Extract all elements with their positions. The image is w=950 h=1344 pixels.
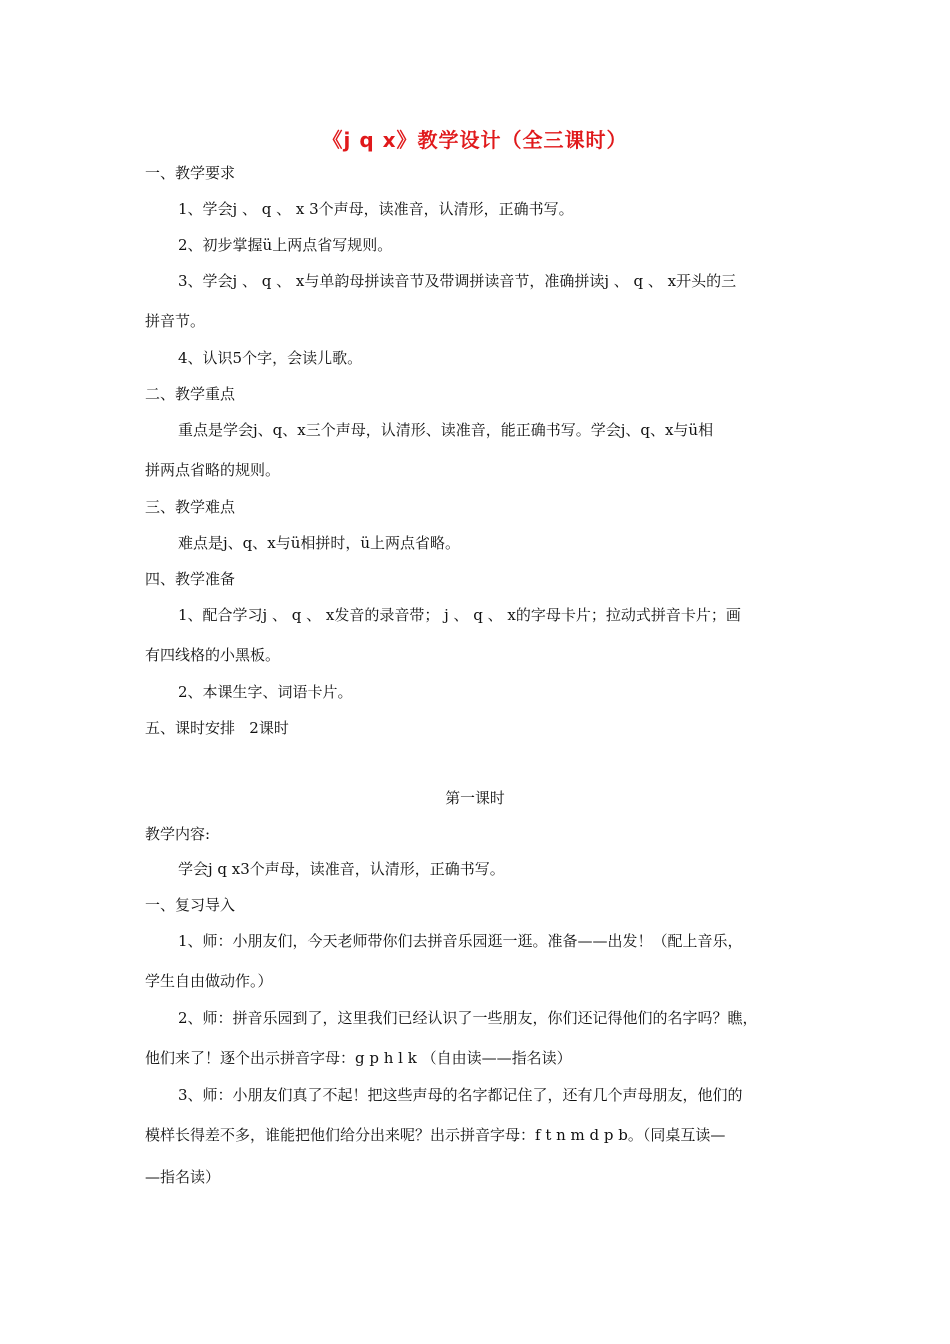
part-heading-review: 一、复习导入 [145,896,236,914]
section-heading-preparation: 四、教学准备 [145,570,236,588]
requirement-item-2: 2、初步掌握ü上两点省写规则。 [178,236,393,254]
lesson-title: 第一课时 [445,789,505,807]
section-heading-requirements: 一、教学要求 [145,164,236,182]
requirement-item-3: 3、学会j 、 q 、 x与单韵母拼读音节及带调拼读音节，准确拼读j 、 q 、 x开头的三 [178,272,737,290]
review-step-2-cont: 他们来了！逐个出示拼音字母：g p h l k （自由读——指名读） [145,1049,572,1067]
section-heading-difficulties: 三、教学难点 [145,498,236,516]
difficulties-text: 难点是j、q、x与ü相拼时，ü上两点省略。 [178,534,461,552]
section-heading-schedule: 五、课时安排 2课时 [145,719,289,737]
section-heading-key-points: 二、教学重点 [145,385,236,403]
key-points-text: 重点是学会j、q、x三个声母，认清形、读准音，能正确书写。学会j、q、x与ü相 [178,421,714,439]
review-step-1-cont: 学生自由做动作。） [145,972,273,990]
lesson-content-text: 学会j q x3个声母，读准音，认清形，正确书写。 [178,860,505,878]
key-points-text-cont: 拼两点省略的规则。 [145,461,281,479]
preparation-item-1-cont: 有四线格的小黑板。 [145,646,281,664]
review-step-3-cont-2: —指名读） [145,1168,221,1186]
preparation-item-2: 2、本课生字、词语卡片。 [178,683,353,701]
review-step-1: 1、师：小朋友们，今天老师带你们去拼音乐园逛一逛。准备——出发！（配上音乐， [178,932,743,950]
document-title: 《j q x》教学设计（全三课时） [322,128,628,152]
review-step-3-cont: 模样长得差不多，谁能把他们给分出来呢？出示拼音字母：f t n m d p b。（同桌互读— [145,1126,726,1144]
requirement-item-4: 4、认识5个字，会读儿歌。 [178,349,363,367]
lesson-content-label: 教学内容: [145,825,211,843]
requirement-item-1: 1、学会j 、 q 、 x 3个声母，读准音，认清形，正确书写。 [178,200,574,218]
review-step-2: 2、师：拼音乐园到了，这里我们已经认识了一些朋友，你们还记得他们的名字吗？瞧， [178,1009,758,1027]
review-step-3: 3、师：小朋友们真了不起！把这些声母的名字都记住了，还有几个声母朋友，他们的 [178,1086,743,1104]
requirement-item-3-cont: 拼音节。 [145,312,206,330]
preparation-item-1: 1、配合学习j 、 q 、 x发音的录音带； j 、 q 、 x的字母卡片；拉动式拼音卡片；画 [178,606,741,624]
